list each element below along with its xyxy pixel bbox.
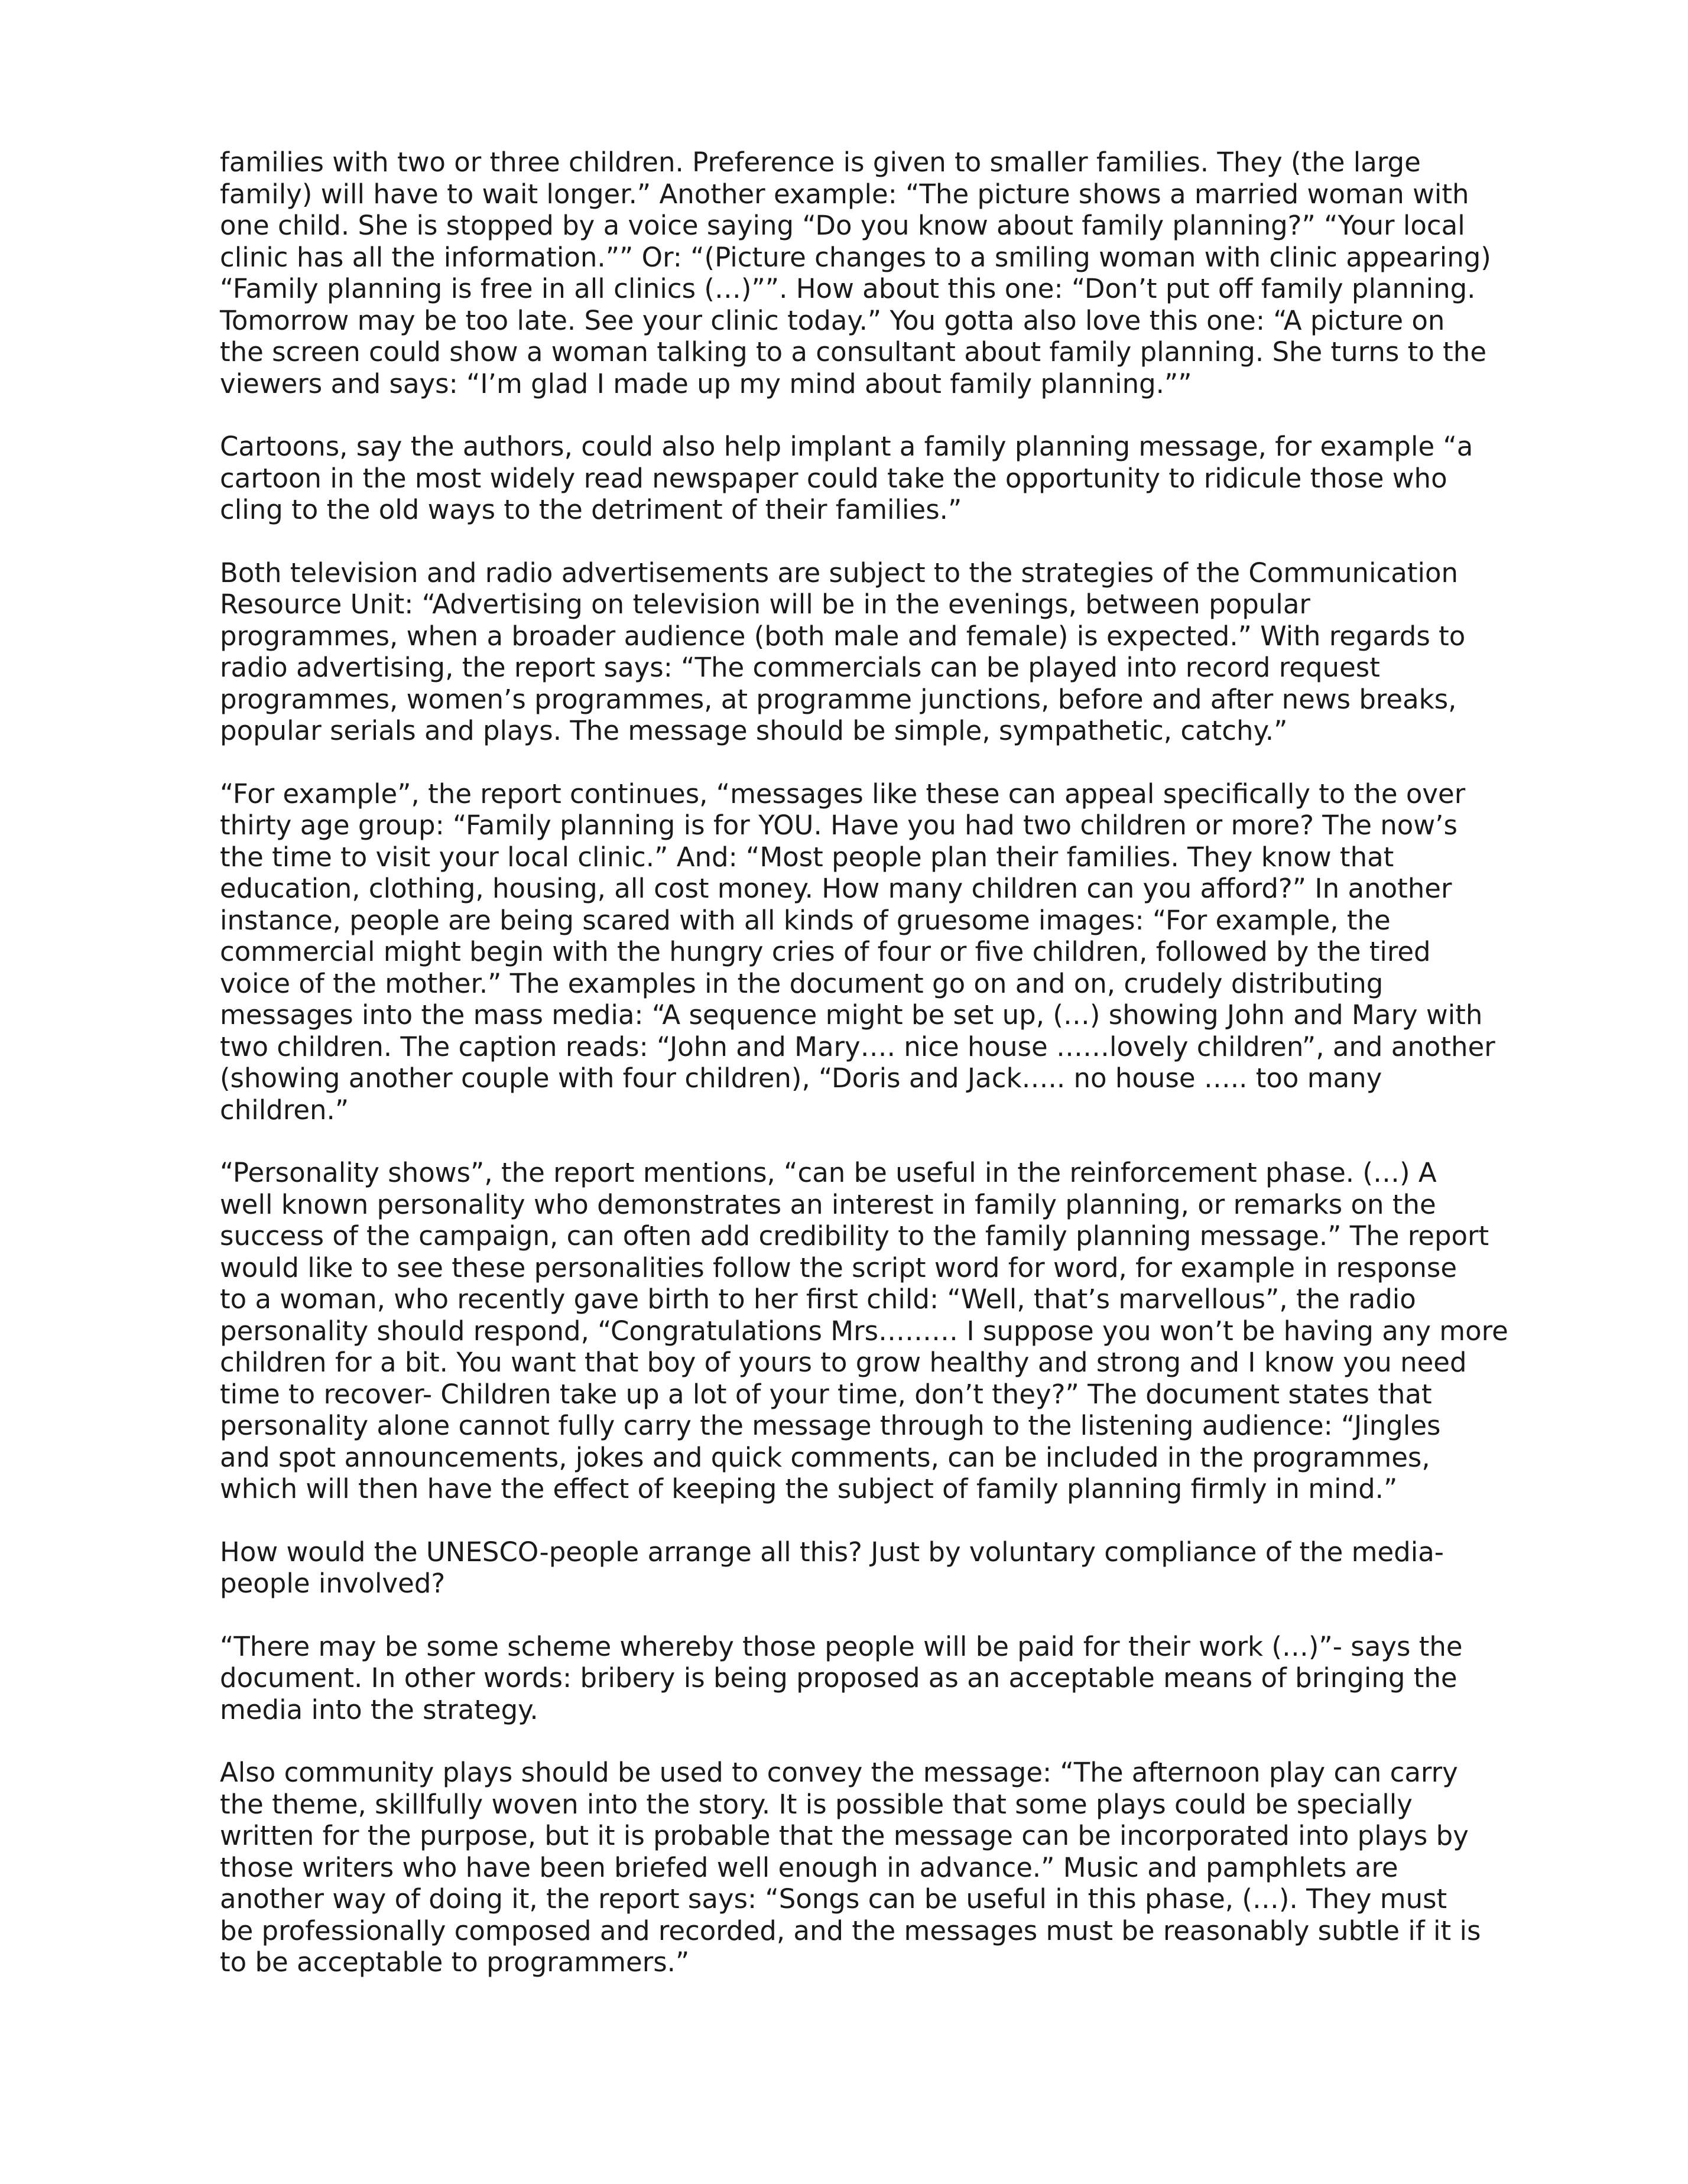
- text-line: well known personality who demonstrates an interest in family planning, or remarks on the: [220, 1188, 1436, 1220]
- body-text: [220, 147, 1508, 1978]
- text-line: Resource Unit: “Advertising on television will be in the evenings, between popular: [220, 589, 1310, 620]
- text-line: children for a bit. You want that boy of yours to grow healthy and strong and I know you need: [220, 1347, 1467, 1378]
- text-line: popular serials and plays. The message should be simple, sympathetic, catchy.”: [220, 715, 1288, 746]
- text-line: cartoon in the most widely read newspaper could take the opportunity to ridicule those who: [220, 462, 1447, 494]
- text-line: written for the purpose, but it is probable that the message can be incorporated into plays by: [220, 1820, 1469, 1851]
- text-line: programmes, women’s programmes, at programme junctions, before and after news breaks,: [220, 683, 1457, 715]
- text-line: the theme, skillfully woven into the story. It is possible that some plays could be specially: [220, 1788, 1413, 1820]
- text-line: cling to the old ways to the detriment of their families.”: [220, 494, 962, 525]
- text-line: personality alone cannot fully carry the message through to the listening audience: “Jingles: [220, 1410, 1441, 1441]
- text-line: viewers and says: “I’m glad I made up my mind about family planning.””: [220, 368, 1192, 399]
- text-line: would like to see these personalities follow the script word for word, for example in response: [220, 1252, 1457, 1283]
- text-line: commercial might begin with the hungry cries of four or five children, followed by the tired: [220, 936, 1431, 967]
- paragraph: [220, 431, 1497, 526]
- paragraph: [220, 557, 1497, 747]
- text-line: time to recover- Children take up a lot of your time, don’t they?” The document states that: [220, 1378, 1432, 1410]
- text-line: radio advertising, the report says: “The commercials can be played into record request: [220, 652, 1380, 683]
- text-line: messages into the mass media: “A sequence might be set up, (…) showing John and Mary with: [220, 999, 1483, 1031]
- text-line: be professionally composed and recorded, and the messages must be reasonably subtle if it is: [220, 1915, 1481, 1946]
- paragraph: [220, 1536, 1497, 1600]
- text-line: Also community plays should be used to convey the message: “The afternoon play can carry: [220, 1757, 1458, 1788]
- text-line: to a woman, who recently gave birth to her first child: “Well, that’s marvellous”, the radio: [220, 1283, 1416, 1315]
- text-line: families with two or three children. Preference is given to smaller families. They (the large: [220, 147, 1421, 178]
- text-line: family) will have to wait longer.” Another example: “The picture shows a married woman with: [220, 178, 1469, 210]
- text-line: Cartoons, say the authors, could also help implant a family planning message, for example “a: [220, 431, 1473, 462]
- text-line: Tomorrow may be too late. See your clinic today.” You gotta also love this one: “A picture on: [220, 304, 1445, 336]
- text-line: instance, people are being scared with all kinds of gruesome images: “For example, the: [220, 904, 1391, 936]
- paragraph: [220, 1157, 1508, 1505]
- text-line: which will then have the effect of keeping the subject of family planning firmly in mind.”: [220, 1473, 1398, 1504]
- text-line: clinic has all the information.”” Or: “(Picture changes to a smiling woman with clinic appearing): [220, 241, 1491, 273]
- text-line: people involved?: [220, 1568, 446, 1599]
- text-line: How would the UNESCO-people arrange all this? Just by voluntary compliance of the media-: [220, 1536, 1444, 1568]
- text-line: success of the campaign, can often add credibility to the family planning message.” The report: [220, 1220, 1489, 1252]
- text-line: education, clothing, housing, all cost money. How many children can you afford?” In another: [220, 873, 1452, 904]
- paragraph: [220, 1757, 1497, 1978]
- text-line: media into the strategy.: [220, 1694, 538, 1725]
- text-line: “For example”, the report continues, “messages like these can appeal specifically to the over: [220, 778, 1466, 810]
- text-line: the screen could show a woman talking to a consultant about family planning. She turns to the: [220, 336, 1487, 368]
- text-line: those writers who have been briefed well enough in advance.” Music and pamphlets are: [220, 1851, 1398, 1883]
- paragraph: [220, 778, 1497, 1126]
- text-line: one child. She is stopped by a voice saying “Do you know about family planning?” “Your local: [220, 210, 1465, 241]
- text-line: and spot announcements, jokes and quick comments, can be included in the programmes,: [220, 1441, 1430, 1473]
- text-line: to be acceptable to programmers.”: [220, 1946, 690, 1978]
- text-line: “Family planning is free in all clinics (…)””. How about this one: “Don’t put off family planning.: [220, 273, 1476, 304]
- paragraph: [220, 147, 1497, 399]
- paragraph: [220, 1631, 1497, 1726]
- text-line: the time to visit your local clinic.” And: “Most people plan their families. They know that: [220, 841, 1394, 873]
- text-line: programmes, when a broader audience (both male and female) is expected.” With regards to: [220, 620, 1466, 652]
- text-line: “There may be some scheme whereby those people will be paid for their work (…)”- says the: [220, 1630, 1463, 1662]
- text-line: voice of the mother.” The examples in the document go on and on, crudely distributing: [220, 967, 1384, 999]
- text-line: Both television and radio advertisements are subject to the strategies of the Communication: [220, 557, 1459, 589]
- text-line: document. In other words: bribery is being proposed as an acceptable means of bringing the: [220, 1662, 1457, 1694]
- text-line: “Personality shows”, the report mentions, “can be useful in the reinforcement phase. (…) A: [220, 1157, 1437, 1188]
- text-line: thirty age group: “Family planning is for YOU. Have you had two children or more? The now’s: [220, 810, 1457, 841]
- text-line: two children. The caption reads: “John and Mary…. nice house ……lovely children”, and another: [220, 1031, 1495, 1062]
- text-line: personality should respond, “Congratulations Mrs……… I suppose you won’t be having any more: [220, 1315, 1508, 1347]
- text-line: another way of doing it, the report says: “Songs can be useful in this phase, (…). They must: [220, 1883, 1447, 1915]
- text-line: children.”: [220, 1094, 349, 1126]
- text-line: (showing another couple with four children), “Doris and Jack….. no house ….. too many: [220, 1062, 1382, 1094]
